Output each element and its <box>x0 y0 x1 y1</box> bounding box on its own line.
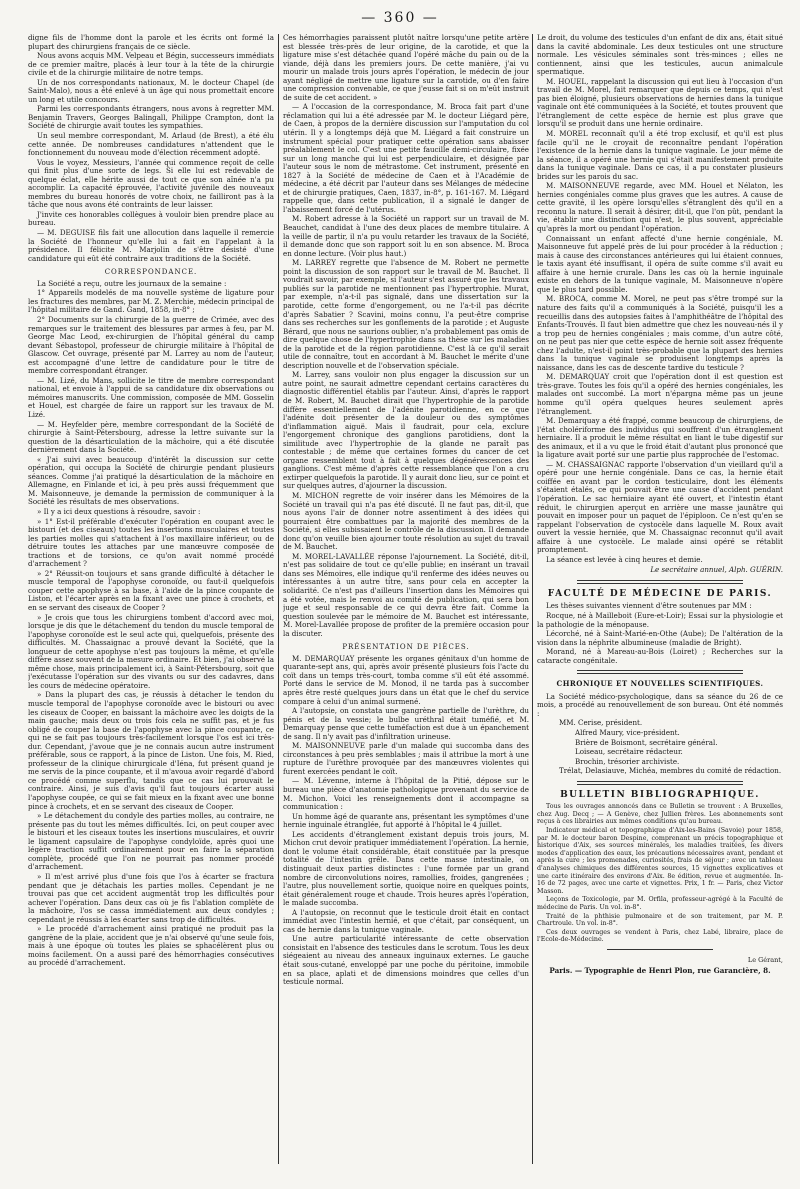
paragraph: » Il m'est arrivé plus d'une fois que l'os à écarter se fractura pendant que je détachais les parties molles. Cependant je ne trouvai pas que cet accident augmentât trop les difficultés pour achever l'opération. Dans deux cas où je fis l'ablation complète de la mâchoire, l'os se cassa immédiatement aux deux condyles ; cependant je réussis à les écarter sans trop de difficultés. <box>28 871 274 924</box>
paragraph: Traité de la phthisie pulmonaire et de son traitement, par M. P. Chartroule. Un vol. in-8°. <box>537 912 783 928</box>
column-rule <box>532 34 533 1164</box>
paragraph: » 2° Réussit-on toujours et sans grande difficulté à détacher le muscle temporal de l'apophyse coronoïde, ou faut-il quelquefois couper cette apophyse à sa base, à l'aide de la pince coupante de Liston, et l'écarter après en la fixant avec une pince à crochets, et en se servant des ciseaux de Cooper ? <box>28 568 274 612</box>
paragraph: Vous le voyez, Messieurs, l'année qui commence reçoit de celle qui finit plus d'une sorte de legs. Si elle lui est redevable de quelque éclat, elle hérite aussi de tout ce que son aînée n'a pu accomplir. La capacité éprouvée, l'activité juvénile des nouveaux membres du bureau honorés de votre choix, ne failliront pas à la tâche que nous avons été contraints de leur laisser. <box>28 157 274 210</box>
paragraph: Ces hémorrhagies paraissent plutôt naître lorsqu'une petite artère est blessée très-près de leur origine, de la carotide, et que la ligature mise s'est détachée quand l'opéré mâche du pain ou de la viande, déjà dans les premiers jours. De cette manière, j'ai vu mourir un malade trois jours après l'opération, le médecin de jour ayant négligé de mettre une ligature sur la carotide, ou d'en faire une compression convenable, ce que j'eusse fait si on m'eût instruit de suite de cet accident. » <box>283 34 529 102</box>
paragraph: Morand, né à Mareau-au-Bois (Loiret) ; Recherches sur la cataracte congénitale. <box>537 647 783 665</box>
divider <box>577 580 743 584</box>
divider <box>577 781 743 785</box>
paragraph: Leçons de Toxicologie, par M. Orfila, professeur-agrégé à la Faculté de médecine de Paris. Un vol. in-8°. <box>537 896 783 912</box>
column-rule <box>278 34 279 1164</box>
paragraph: 1° Appareils modelés de ma nouvelle système de ligature pour les fractures des membres, par M. Z. Merchie, médecin principal de l'hôpital militaire de Gand. Gand, 1858, in-8° ; <box>28 288 274 315</box>
paragraph: M. MICHON regrette de voir insérer dans les Mémoires de la Société un travail qui n'a pas été discuté. Il ne faut pas, dit-il, que nous ayons l'air de donner notre assentiment à des idées qui pourraient être combattues par la majorité des membres de la Société, si elles subissaient le contrôle de la discussion. Il demande donc qu'on veuille bien ajourner toute résolution au sujet du travail de M. Bauchet. <box>283 490 529 552</box>
paragraph: — M. Lizé, du Mans, sollicite le titre de membre correspondant national, et envoie à l'appui de sa candidature dix observations ou mémoires manuscrits. Une commission, composée de MM. Gosselin et Houel, est chargée de faire un rapport sur les travaux de M. Lizé. <box>28 375 274 419</box>
paragraph: Indicateur médical et topographique d'Aix-les-Bains (Savoie) pour 1858, par M. le docteur baron Despine, comprenant un précis topographique et historique d'Aix, ses sources minérales, les maladies traitées, les divers modes d'application des eaux, les précautions nécessaires avant, pendant et après la cure ; les promenades, curiosités, frais de séjour ; avec un tableau d'analyses chimiques des différentes sources, 15 vignettes explicatives et une carte itinéraire des environs d'Aix. 8e édition, revue et augmentée. In-16 de 72 pages, avec une carte et vignettes. Prix, 1 fr. — Paris, chez Victor Masson. <box>537 827 783 895</box>
paragraph: Un de nos correspondants nationaux, M. le docteur Chapel (de Saint-Malo), nous a été enlevé à un âge qui nous promettait encore un long et utile concours. <box>28 77 274 104</box>
paragraph: Ces deux ouvrages se vendent à Paris, chez Labé, libraire, place de l'Ecole-de-Médecine. <box>537 928 783 944</box>
paragraph: 2° Documents sur la chirurgie de la guerre de Crimée, avec des remarques sur le traitement des blessures par armes à feu, par M. George Mac Leod, ex-chirurgien de l'hôpital général du camp devant Sébastopol, professeur de chirurgie militaire à l'hôpital de Glascow. Cet ouvrage, présenté par M. Larrey au nom de l'auteur, est accompagné d'une lettre de candidature pour le titre de membre correspondant étranger. <box>28 314 274 376</box>
paragraph: M. Larrey, sans vouloir non plus engager la discussion sur un autre point, ne saurait admettre cependant certains caractères du diagnostic différentiel établis par l'auteur. Ainsi, d'après le rapport de M. Robert, M. Bauchet dirait que l'hypertrophie de la parotide diffère essentiellement de l'adénite parotidienne, en ce que l'adénite doit présenter de la douleur ou des symptômes d'inflammation aiguë. Mais il faudrait, pour cela, exclure l'engorgement chronique des ganglions parotidiens, dont la similitude avec l'hypertrophie de la glande ne paraît pas contestable ; de même que certaines formes du cancer de cet organe ressemblent tout à fait à quelques dégénérescences des ganglions. C'est même d'après cette ressemblance que l'on a cru extirper quelquefois la parotide. Il y aurait donc lieu, sur ce point et sur quelques autres, d'ajourner la discussion. <box>283 370 529 491</box>
paragraph: A l'autopsie, on reconnut que le testicule droit était en contact immédiat avec l'intestin hernié, et que c'était, par conséquent, un cas de hernie dans la tunique vaginale. <box>283 907 529 934</box>
paragraph: La Société a reçu, outre les journaux de la semaine : <box>37 278 227 288</box>
paragraph: » Il y a ici deux questions à résoudre, savoir : <box>37 506 201 516</box>
paragraph: Les accidents d'étranglement existant depuis trois jours, M. Michon crut devoir pratiquer immédiatement l'opération. La hernie, dont le volume était considérable, était constituée par la presque totalité de l'intestin grêle. Dans cette masse intestinale, on distinguait deux parties distinctes : l'une formée par un grand nombre de circonvolutions noires, ramollies, froides, gangrenées ; l'autre, plus nouvellement sortie, quoique noire en quelques points, était généralement rouge et chaude. Trois heures après l'opération, le malade succomba. <box>283 829 529 908</box>
paragraph: M. DEMARQUAY croit que l'opération dont il est question est très-grave. Toutes les fois qu'il a opéré des hernies congéniales, les malades ont succombé. La mort n'épargna même pas un jeune homme qu'il opéra quelques heures seulement après l'étranglement. <box>537 372 783 416</box>
gerant-line: Le Gérant, <box>747 955 783 964</box>
paragraph: M. MAISONNEUVE regarde, avec MM. Houel et Nélaton, les hernies congéniales comme plus graves que les autres. A cause de cette gravité, il les opère lorsqu'elles s'étranglent dès qu'il en a reconnu la nature. Il serait à désirer, dit-il, que l'on pût, pendant la vie, établir une distinction qui n'est, le plus souvent, appréciable qu'après la mort ou pendant l'opération. <box>537 181 783 234</box>
paragraph: La Société médico-psychologique, dans sa séance du 26 de ce mois, a procédé au renouvellement de son bureau. Ont été nommés : <box>537 691 783 718</box>
paragraph: » Le détachement du condyle des parties molles, au contraire, ne présente pas du tout les mêmes difficultés. Ici, on peut couper avec le bistouri et les ciseaux toutes les insertions musculaires, et ouvrir le ligament capsulaire de l'apophyse condyloïde, après quoi une légère traction suffit ordinairement pour en faire la séparation complète, procédé que l'on ne pourrait pas nommer procédé d'arrachement. <box>28 811 274 872</box>
list-item: Trélat, Delasiauve, Michéa, membres du comité de rédaction. <box>559 766 782 776</box>
paragraph: Connaissant un enfant affecté d'une hernie congéniale, M. Maisonneuve fut appelé près de lui pour procéder à la réduction ; mais à cause des circonstances antérieures qui lui étaient connues, le taxis ayant été insuffisant, il opéra de suite comme s'il avait eu affaire à une hernie crurale. Dans les cas où la hernie inguinale existe en dehors de la tunique vaginale, M. Maisonneuve n'opère que le plus tard possible. <box>537 233 783 294</box>
paragraph: M. Demarquay a été frappé, comme beaucoup de chirurgiens, de l'état cholériforme des individus qui souffrent d'un étranglement herniaire. Il a produit le même résultat en liant le tube digestif sur des animaux, et il a vu que le froid était d'autant plus prononcé que la ligature avait porté sur une partie plus rapprochée de l'estomac. <box>537 416 783 460</box>
paragraph: » Le procédé d'arrachement ainsi pratiqué ne produit pas la gangrène de la plaie, accident que je n'ai observé qu'une seule fois, mais à une époque où toutes les plaies se sphacélèrent plus ou moins facilement. On a aussi paré des hémorrhagies consécutives au procédé d'arrachement. <box>28 924 274 968</box>
section-heading-pieces: PRÉSENTATION DE PIÈCES. <box>342 643 470 652</box>
paragraph: Parmi les correspondants étrangers, nous avons à regretter MM. Benjamin Travers, Georges Balingall, Philippe Crampton, dont la Société de chirurgie avait toutes les sympathies. <box>28 104 274 131</box>
paragraph: — M. Lévenne, interne à l'hôpital de la Pitié, dépose sur le bureau une pièce d'anatomie pathologique provenant du service de M. Michon. Voici les renseignements dont il accompagne sa communication : <box>283 776 529 812</box>
column-left <box>28 34 274 1169</box>
paragraph: La séance est levée à cinq heures et demie. <box>546 554 703 564</box>
paragraph: M. LARREY regrette que l'absence de M. Robert ne permette point la discussion de son rapport sur le travail de M. Bauchet. Il voudrait savoir, par exemple, si l'auteur s'est assuré que les travaux publiés sur la parotide ne mentionnent pas l'hypertrophie. Murat, par exemple, n'a-t-il pas signalé, dans une dissertation sur la parotide, cette forme d'engorgement, ou ne l'a-t-il pas décrite d'après Sabatier ? Scavini, moins connu, l'a peut-être comprise dans ses recherches sur les gonflements de la parotide ; et Auguste Bérard, que nous ne saurions oublier, n'a probablement pas omis de dire quelque chose de l'hypertrophie dans sa thèse sur les maladies de la parotide et de la région parotidienne. C'est là ce qu'il serait utile de connaître, tout en accordant à M. Bauchet le mérite d'une description nouvelle et de l'observation spéciale. <box>283 258 529 370</box>
paragraph: digne fils de l'homme dont la parole et les écrits ont formé la plupart des chirurgiens français de ce siècle. <box>28 34 274 51</box>
paragraph: M. HOUEL, rappelant la discussion qui eut lieu à l'occasion d'un travail de M. Morel, fait remarquer que depuis ce temps, qui n'est pas bien éloigné, plusieurs observations de hernies dans la tunique vaginale ont été communiquées à la Société, et toutes prouvent que l'étranglement de cette espèce de hernie est plus grave que lorsqu'il se produit dans une hernie ordinaire. <box>537 76 783 129</box>
paragraph: — M. CHASSAIGNAC rapporte l'observation d'un vieillard qu'il a opéré pour une hernie congéniale. Dans ce cas, la hernie était coiffée en avant par le cordon testiculaire, dont les éléments s'étaient étalés, ce qui pouvait être une cause d'accident pendant l'opération. Le sac herniaire ayant été ouvert, et l'intestin étant réduit, le chirurgien aperçut en arrière une masse jaunâtre qui pouvait en imposer pour un paquet de l'épiploon. Ce n'est qu'en se rappelant l'observation de cystocèle dans laquelle M. Roux avait ouvert la vessie herniée, que M. Chassaignac reconnut qu'il avait affaire à une cystocèle. Le malade ainsi opéré se rétablit promptement. <box>537 459 783 555</box>
paragraph: Nous avons acquis MM. Velpeau et Bégin, successeurs immédiats de ce premier maître, placés à leur tour à la tête de la chirurgie civile et de la chirurgie militaire de notre temps. <box>28 51 274 78</box>
paragraph: M. BROCA, comme M. Morel, ne peut pas s'être trompé sur la nature des faits qu'il a communiqués à la Société, puisqu'il les a recueillis dans des autopsies faites à l'amphithéâtre de l'hôpital des Enfants-Trouvés. Il faut bien admettre que chez les nouveau-nés il y a trop peu de hernies congéniales ; mais comme, d'un autre côté, on ne peut pas nier que cette espèce de hernie soit assez fréquente chez l'adulte, n'est-il point très-probable que la plupart des hernies dans la tunique vaginale se produisent longtemps après la naissance, dans les cas de descente tardive du testicule ? <box>537 294 783 372</box>
column-middle <box>283 34 529 1169</box>
paragraph: M. MOREL-LAVALLÉE réponse l'ajournement. La Société, dit-il, n'est pas solidaire de tout ce qu'elle publie; en insérant un travail dans ses Mémoires, elle indique qu'il renferme des idées neuves ou intéressantes à un autre titre, sans pour cela en accepter la solidarité. Ce n'est pas d'ailleurs l'insertion dans les Mémoires qui a été votée, mais le renvoi au comité de publication, qui sera bon juge et seul responsable de ce qui devra être fait. Comme la question soulevée par le mémoire de M. Bauchet est intéressante, M. Morel-Lavallée propose de profiter de la première occasion pour la discuter. <box>283 551 529 638</box>
list-item: MM. Cerise, président. <box>559 718 643 728</box>
paragraph: Un seul membre correspondant, M. Arlaud (de Brest), a été élu cette année. De nombreuses candidatures n'attendent que le fonctionnement du nouveau mode d'élection récemment adopté. <box>28 131 274 158</box>
paragraph: Un homme âgé de quarante ans, présentant les symptômes d'une hernie inguinale étranglée, fut apporté à l'hôpital le 4 juillet. <box>283 811 529 830</box>
divider <box>577 670 743 674</box>
paragraph: Les thèses suivantes viennent d'être soutenues par MM : <box>546 601 752 611</box>
paragraph: Le droit, du volume des testicules d'un enfant de dix ans, était situé dans la cavité abdominale. Les deux testicules ont une structure normale. Les vésicules séminales sont très-minces ; elles ne contiennent, ainsi que les testicules, aucun animalcule spermatique. <box>537 34 783 77</box>
paragraph: A l'autopsie, on constata une gangrène partielle de l'urèthre, du pénis et de la vessie; le bulbe uréthral était tuméfié, et M. Demarquay pense que cette tuméfaction est due à un épanchement de sang. Il n'y avait pas d'infiltration urineuse. <box>283 706 529 741</box>
page-number: — 360 — <box>361 10 439 26</box>
section-heading-bulletin: BULLETIN BIBLIOGRAPHIQUE. <box>560 789 760 800</box>
printer-line: Paris. — Typographie de Henri Plon, rue Garancière, 8. <box>549 965 771 975</box>
paragraph: J'invite ces honorables collègues à vouloir bien prendre place au bureau. <box>28 209 274 228</box>
paragraph: M. MAISONNEUVE parle d'un malade qui succomba dans des circonstances à peu près semblables ; mais il attribue la mort à une rupture de l'urèthre provoquée par des manœuvres violentes qui furent exercées pendant le coït. <box>283 741 529 776</box>
paragraph: » Je crois que tous les chirurgiens tombent d'accord avec moi, lorsque je dis que le détachement du tendon du muscle temporal de l'apophyse coronoïde est le seul acte qui, quelquefois, présente des difficultés. M. Chassaignac a prouvé devant la Société, que la longueur de cette apophyse n'est pas toujours la même, et qu'elle diffère assez souvent de la mesure ordinaire. Et bien, j'ai observé la même chose, mais principalement ici, à Saint-Pétersbourg, soit que j'exécutasse l'opération sur des vivants ou sur des cadavres, dans les cours de médecine opératoire. <box>28 612 274 690</box>
paragraph: » Dans la plupart des cas, je réussis à détacher le tendon du muscle temporal de l'apophyse coronoïde avec le bistouri ou avec les ciseaux de Cooper, en baissant la mâchoire avec les doigts de la main gauche; mais deux ou trois fois cela ne suffit pas, et je fus obligé de couper la base de l'apophyse avec la pince coupante, ce qui ne se fait pas toujours très-facilement lorsque l'os est ici très-dur. Cependant, j'avoue que je ne connais aucun autre instrument préférable, sous ce rapport, à la pince de Liston. Une fois, M. Ried, professeur de la clinique chirurgicale d'Iéna, fut présent quand je me servis de la pince coupante, et il m'avoua avoir regardé d'abord ce procédé comme superflu, tandis que ce cas lui prouvait le contraire. Ainsi, je suis d'avis qu'il faut toujours écarter aussi l'apophyse coupée, ce qui se fait mieux en la fixant avec une bonne pince à crochets, et en se servant des ciseaux de Cooper. <box>28 690 274 811</box>
list-item: Loiseau, secrétaire rédacteur. <box>575 747 683 757</box>
list-item: Alfred Maury, vice-président. <box>575 728 680 738</box>
paragraph: « J'ai suivi avec beaucoup d'intérêt la discussion sur cette opération, qui occupa la Société de chirurgie pendant plusieurs séances. Comme j'ai pratiqué la désarticulation de la mâchoire en Allemagne, en Finlande et ici, à peu près aussi fréquemment que M. Maisonneuve, je demande la permission de communiquer à la Société les résultats de mes observations. <box>28 454 274 507</box>
section-heading-chronique: CHRONIQUE ET NOUVELLES SCIENTIFIQUES. <box>556 679 764 689</box>
paragraph: Rocque, né à Mailleboit (Eure-et-Loir); Essai sur la physiologie et la pathologie de la ménopause. <box>537 611 783 629</box>
section-heading-correspondance: CORRESPONDANCE. <box>104 268 198 277</box>
paragraph: M. DEMARQUAY présente les organes génitaux d'un homme de quarante-sept ans, qui, après avoir présenté plusieurs fois l'acte du coït dans un temps très-court, tomba comme s'il eût été assommé. Porté dans le service de M. Monod, il ne tarda pas à succomber après être resté quelques jours dans un état que le chef du service compare à celui d'un animal surmené. <box>283 653 529 706</box>
column-right <box>537 34 783 1169</box>
divider <box>607 949 713 950</box>
paragraph: — M. DEGUISE fils fait une allocution dans laquelle il remercie la Société de l'honneur qu'elle lui a fait en l'appelant à la présidence. Il félicite M. Marjolin de s'être désisté d'une candidature qui eût été contraire aux traditions de la Société. <box>28 228 274 263</box>
paragraph: Une autre particularité intéressante de cette observation consistait en l'absence des testicules dans le scrotum. Tous les deux siégeaient au niveau des anneaux inguinaux externes. Le gauche était sous-cutané, enveloppé par une poche du péritoine, immobile en sa place, aplati et de dimensions moindres que celles d'un testicule normal. <box>283 934 529 987</box>
list-item: Brière de Boismont, secrétaire général. <box>575 737 718 747</box>
paragraph: — M. Heyfelder père, membre correspondant de la Société de chirurgie à Saint-Pétersbourg, adresse la lettre suivante sur la question de la désarticulation de la mâchoire, qui a été discutée dernièrement dans la Société. <box>28 419 274 455</box>
section-heading-faculte: FACULTÉ DE MÉDECINE DE PARIS. <box>547 588 773 599</box>
list-item: Brochin, trésorier archiviste. <box>575 756 680 766</box>
paragraph: Lécorché, né à Saint-Marié-en-Othe (Aube); De l'altération de la vision dans la néphrite albumineuse (maladie de Bright). <box>537 629 783 647</box>
paragraph: » 1° Est-il préférable d'exécuter l'opération en coupant avec le bistouri (et des ciseaux) toutes les insertions musculaires et toutes les parties molles qui s'attachent à l'os maxillaire inférieur, ou de détruire toutes les attaches par une manœuvre composée de tractions et de torsions, ce qu'on avait nommé procédé d'arrachement ? <box>28 516 274 569</box>
paragraph: Tous les ouvrages annoncés dans ce Bulletin se trouvent : A Bruxelles, chez Aug. Decq ; — A Genève, chez Jullien frères. Les abonnements sont reçus à ces librairies aux mêmes conditions qu'au bureau. <box>537 803 783 826</box>
secretary-signature: Le secrétaire annuel, Alph. GUÉRIN. <box>650 565 783 575</box>
paragraph: M. Robert adresse à la Société un rapport sur un travail de M. Beauchet, candidat à l'une des deux places de membre titulaire. A la veille de partir, il n'a pu voulu retarder les travaux de la Société, il demande donc que son rapport soit lu en son absence. M. Broca en donne lecture. (Voir plus haut.) <box>283 214 529 258</box>
paragraph: — A l'occasion de la correspondance, M. Broca fait part d'une réclamation qui lui a été adressée par M. le docteur Liégard père, de Caen, à propos de la dernière discussion sur l'amputation du col utérin. Il y a longtemps déjà que M. Liégard a fait construire un instrument spécial pour pratiquer cette opération sans abaisser préalablement le col. C'est une petite faucille demi-circulaire, fixée sur un long manche qui lui est perpendiculaire, et désignée par l'auteur sous le nom de métrastome. Cet instrument, présenté en 1827 à la Société de médecine de Caen et à l'Académie de médecine, a été décrit par l'auteur dans ses Mélanges de médecine et de chirurgie pratiques, Caen, 1837, in-8°, p. 161-167. M. Liégard rappelle que, dans cette publication, il a signalé le danger de l'abaissement forcé de l'utérus. <box>283 102 529 214</box>
paragraph: M. MOREL reconnaît qu'il a été trop exclusif, et qu'il est plus facile qu'il ne le croyait de reconnaître pendant l'opération l'existence de la hernie dans la tunique vaginale. Le jour même de la séance, il a opéré une hernie qui s'était manifestement produite dans la tunique vaginale. Dans ce cas, il a pu constater plusieurs brides sur les parois du sac. <box>537 129 783 181</box>
